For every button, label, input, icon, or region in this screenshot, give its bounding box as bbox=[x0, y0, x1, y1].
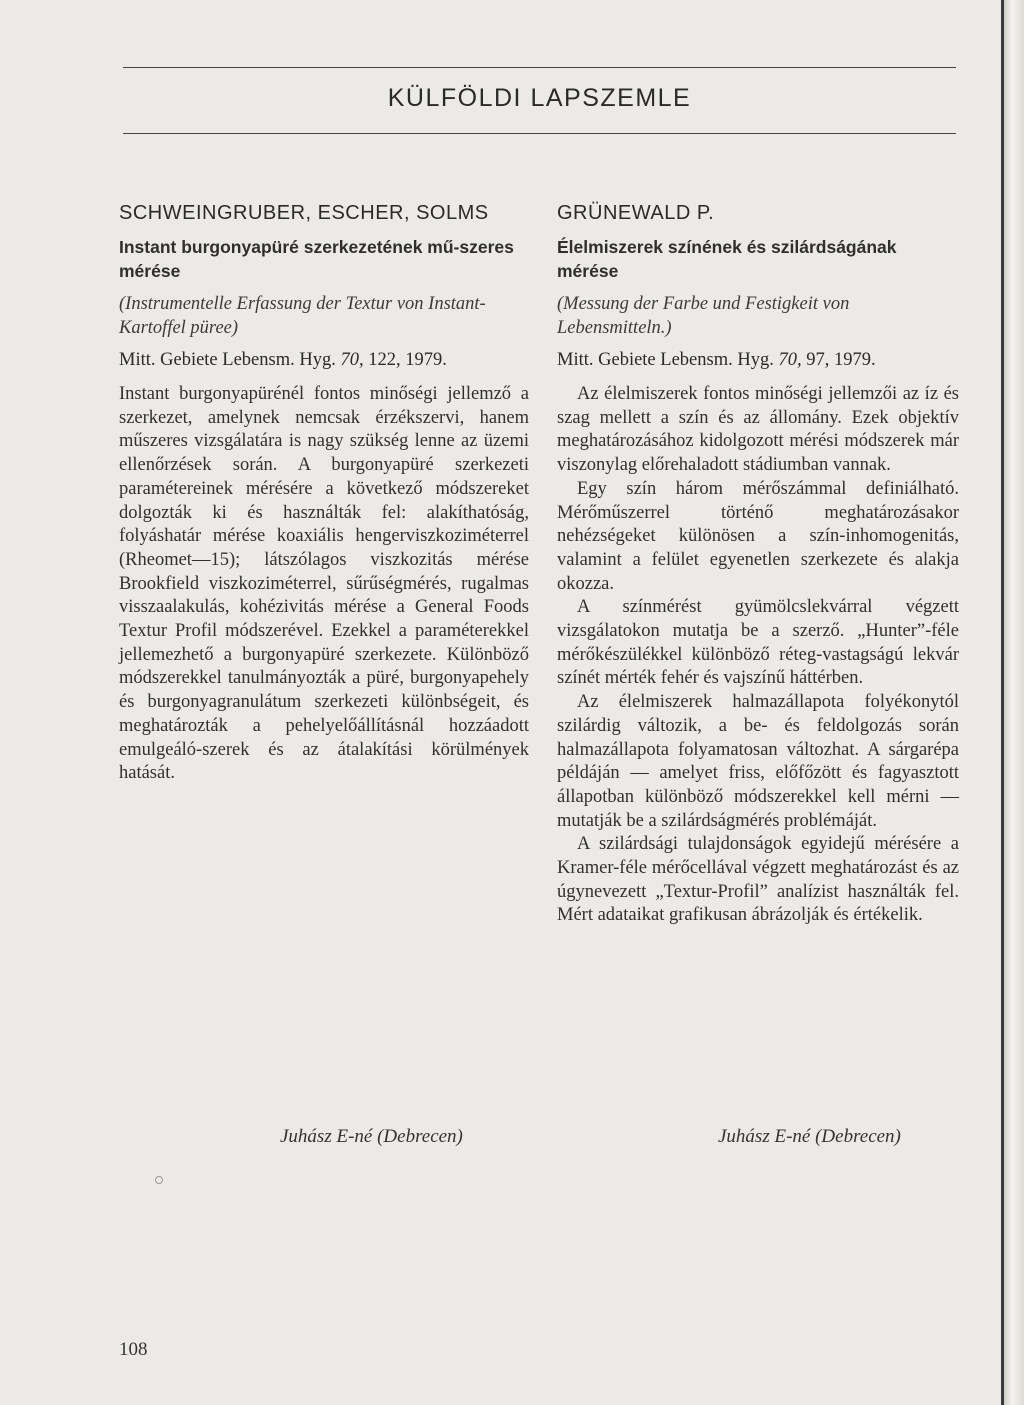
section-header: KÜLFÖLDI LAPSZEMLE bbox=[387, 84, 692, 112]
left-article-body bbox=[119, 383, 529, 786]
left-article-citation bbox=[119, 350, 529, 371]
right-citation-journal: Mitt. Gebiete Lebensm. Hyg. bbox=[557, 350, 779, 370]
left-article-signature: Juhász E-né (Debrecen) bbox=[280, 1126, 463, 1147]
right-article-original-title: (Messung der Farbe und Festigkeit von Lebensmitteln.) bbox=[557, 294, 850, 338]
right-citation-volume: 70, bbox=[778, 350, 802, 370]
left-article-authors: SCHWEINGRUBER, ESCHER, SOLMS bbox=[119, 202, 489, 224]
left-article-original-title: (Instrumentelle Erfassung der Textur von Instant-Kartoffel püree) bbox=[119, 294, 486, 338]
right-article bbox=[557, 200, 959, 928]
left-paragraph: Instant burgonyapürénél fontos minőségi jellemző a szerkezet, amelynek nemcsak érzékszervi, hanem műszeres vizsgálatára is nagy szükség lenne az üzemi ellenőrzések során. A burgonyapüré szerkezeti paramétereinek mérésére a következő módszereket dolgozták ki és használták fel: alakíthatóság, folyáshatár mérése koaxiális hengerviszkoziméterrel (Rheomet—15); látszólagos viszkozitás mérése Brookfield viszkoziméterrel, sűrűségmérés, rugalmas visszaalakulás, kohézivitás mérése a General Foods Textur Profil módszerével. Ezekkel a paraméterekkel jellemezhető a burgonyapüré szerkezete. Különböző módszerekkel tanulmányozták a püré, burgonyapehely és burgonyagranulátum szerkezeti különbségeit, és meghatározták a pehelyelőállításnál hozzáadott emulgeáló-szerek és az átalakítási körülmények hatását. bbox=[119, 384, 529, 784]
right-article-authors: GRÜNEWALD P. bbox=[557, 202, 715, 224]
left-citation-volume: 70, bbox=[340, 350, 364, 370]
right-article-citation bbox=[557, 350, 959, 371]
right-article-body bbox=[557, 383, 959, 928]
right-article-signature: Juhász E-né (Debrecen) bbox=[718, 1126, 901, 1147]
header-rule-bottom bbox=[123, 133, 956, 134]
right-paragraph: Az élelmiszerek fontos minőségi jellemzői az íz és szag mellett a szín és az állomány. Ezek objektív meghatározásához kidolgozott mérési módszerek már viszonylag előrehaladott stádiumban vannak. bbox=[557, 384, 959, 476]
right-paragraph: A színmérést gyümölcslekvárral végzett vizsgálatokon mutatja be a szerző. „Hunter”-féle mérőkészülékkel különböző réteg-vastagságú lekvár színét mérték fehér és vajszínű háttérben. bbox=[557, 597, 959, 689]
right-citation-pages-year: 97, 1979. bbox=[801, 350, 876, 370]
left-citation-journal: Mitt. Gebiete Lebensm. Hyg. bbox=[119, 350, 341, 370]
right-paragraph: A szilárdsági tulajdonságok egyidejű mérésére a Kramer-féle mérőcellával végzett meghatározást és az úgynevezett „Textur-Profil” analízist használták fel. Mért adataikat grafikusan ábrázolják és értékelik. bbox=[557, 834, 959, 926]
right-paragraph: Egy szín három mérőszámmal definiálható. Mérőműszerrel történő meghatározásakor nehézségeket különösen a szín-inhomogenitás, valamint a felület egyenetlen szerkezete és alakja okozza. bbox=[557, 478, 959, 594]
right-article-title: Élelmiszerek színének és szilárdságának mérése bbox=[557, 237, 897, 281]
left-citation-pages-year: 122, 1979. bbox=[363, 350, 447, 370]
page-edge bbox=[1004, 0, 1024, 1405]
left-article bbox=[119, 200, 529, 786]
print-speck bbox=[155, 1176, 163, 1184]
header-rule-top bbox=[123, 67, 956, 68]
left-article-title: Instant burgonyapüré szerkezetének mű-szeres mérése bbox=[119, 237, 514, 281]
right-paragraph: Az élelmiszerek halmazállapota folyékonytól szilárdig változik, a be- és feldolgozás során halmazállapota folyamatosan változhat. A sárgarépa példáján — amelyet friss, előfőzött és fagyasztott állapotban különböző módszerekkel kell mérni — mutatják be a szilárdságmérés problémáját. bbox=[557, 692, 959, 831]
page-number: 108 bbox=[119, 1339, 148, 1360]
